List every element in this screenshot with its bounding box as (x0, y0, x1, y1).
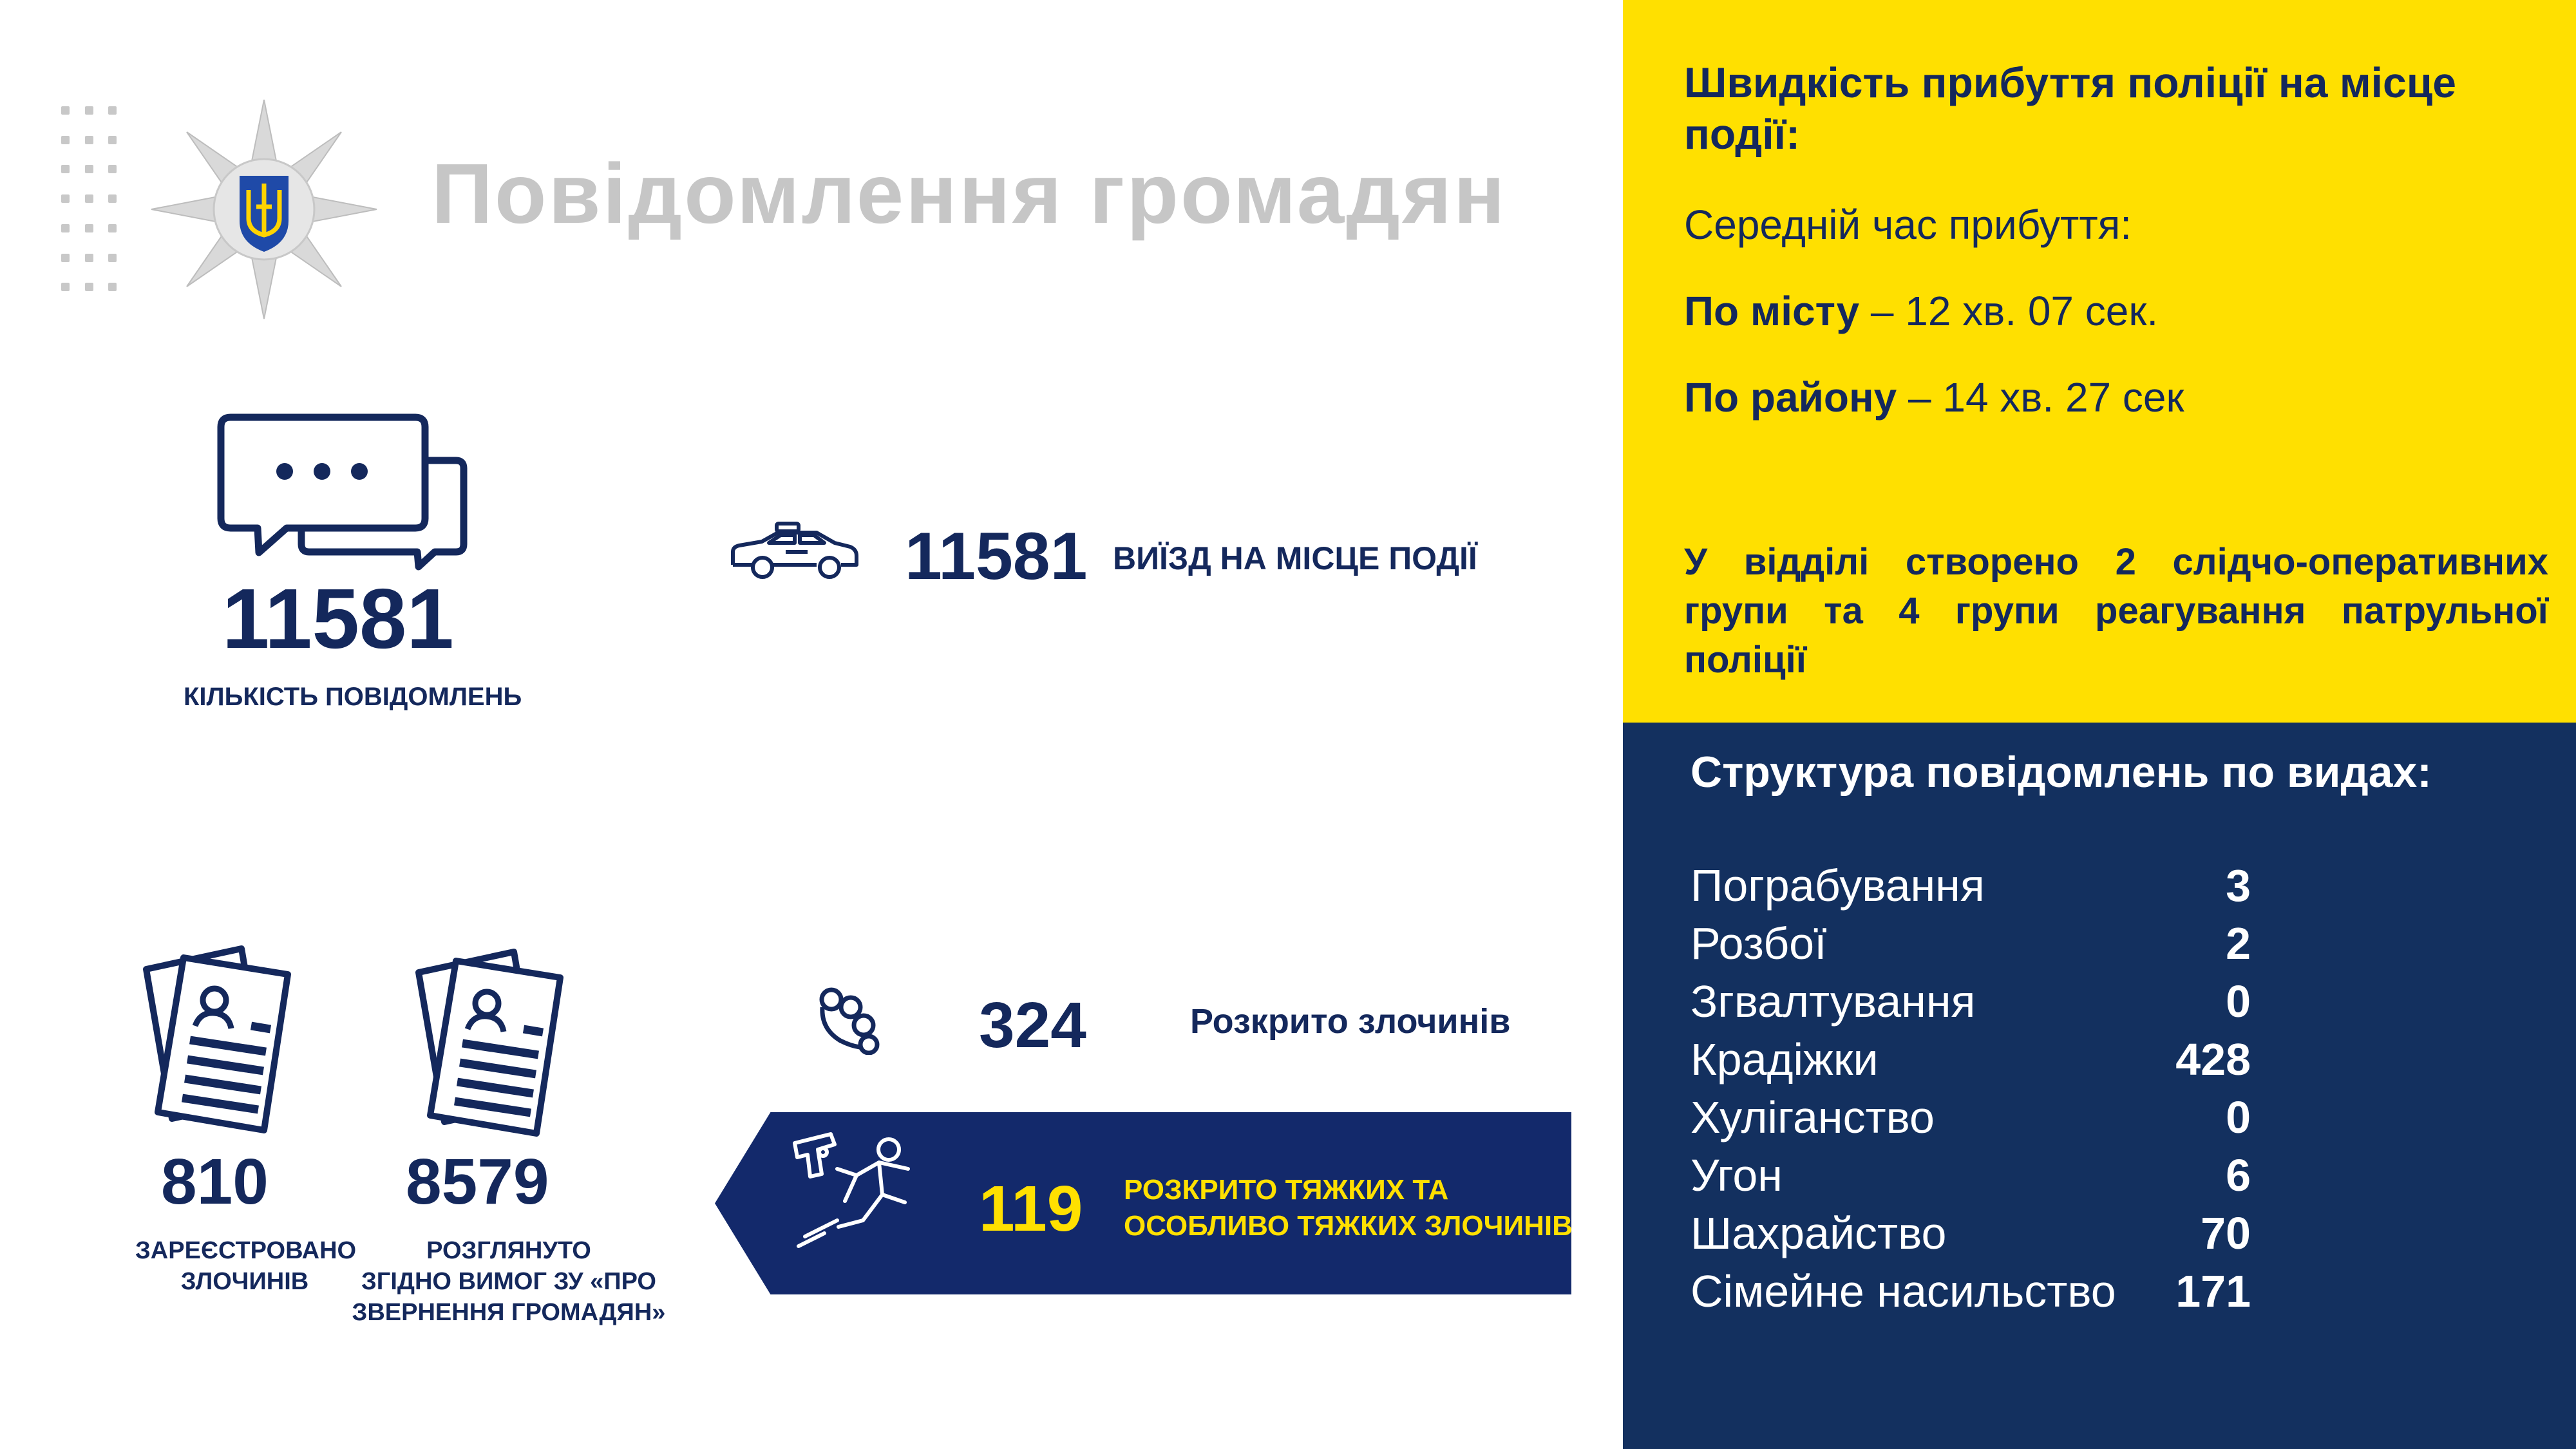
police-star-emblem (148, 97, 380, 322)
page-title: Повідомлення громадян (431, 146, 1507, 241)
messages-count: 11581 (222, 571, 454, 666)
arrival-title: Швидкість прибуття поліції на місце події: (1684, 59, 2456, 158)
structure-row-label: Шахрайство (1690, 1208, 1947, 1258)
structure-row-value: 171 (2175, 1266, 2251, 1316)
decorative-dots (61, 106, 132, 312)
structure-row-value: 0 (2226, 1092, 2251, 1142)
registered-label: ЗАРЕЄСТРОВАНО ЗЛОЧИНІВ (135, 1237, 357, 1295)
structure-row (1690, 918, 2251, 976)
structure-row-value: 70 (2201, 1208, 2251, 1258)
structure-row-label: Згвалтування (1690, 976, 1976, 1027)
grave-solved-count: 119 (979, 1173, 1083, 1245)
structure-row-value: 0 (2226, 976, 2251, 1027)
structure-row-value: 2 (2226, 918, 2251, 969)
structure-row (1690, 1208, 2251, 1265)
trips-label: ВИЇЗД НА МІСЦЕ ПОДІЇ (1113, 540, 1477, 576)
arrival-city: По місту – 12 хв. 07 сек. (1684, 288, 2159, 334)
document-icon (411, 947, 582, 1140)
messages-label: КІЛЬКІСТЬ ПОВІДОМЛЕНЬ (184, 683, 522, 711)
structure-row (1690, 1265, 2251, 1323)
structure-row (1690, 1092, 2251, 1150)
structure-row (1690, 976, 2251, 1034)
arrival-district: По району – 14 хв. 27 сек (1684, 374, 2184, 421)
structure-row-label: Сімейне насильство (1690, 1266, 2116, 1316)
grave-solved-label: РОЗКРИТО ТЯЖКИХ ТА ОСОБЛИВО ТЯЖКИХ ЗЛОЧИНІВ (1124, 1174, 1573, 1242)
structure-row-label: Пограбування (1690, 860, 1985, 911)
trips-count: 11581 (905, 519, 1088, 594)
structure-row-value: 3 (2226, 860, 2251, 911)
document-icon (138, 943, 309, 1137)
reviewed-label: РОЗГЛЯНУТО ЗГІДНО ВИМОГ ЗУ «ПРО ЗВЕРНЕННЯ ГРОМАДЯН» (352, 1237, 666, 1326)
structure-row-label: Угон (1690, 1150, 1783, 1200)
gun-runner-icon (786, 1124, 924, 1253)
solved-count: 324 (979, 989, 1086, 1061)
arrival-note: У відділі створено 2 слідчо-оперативних групи та 4 групи реагування патрульної поліції (1684, 541, 2548, 681)
solved-label: Розкрито злочинів (1190, 1002, 1511, 1041)
structure-row-label: Розбої (1690, 918, 1827, 969)
structure-row-label: Хуліганство (1690, 1092, 1935, 1142)
structure-row (1690, 1034, 2251, 1092)
structure-row-label: Крадіжки (1690, 1034, 1879, 1084)
structure-row (1690, 1150, 2251, 1208)
chat-bubbles-icon (213, 412, 470, 580)
arrival-subtitle: Середній час прибуття: (1684, 202, 2132, 248)
registered-count: 810 (161, 1146, 269, 1218)
structure-row-value: 428 (2175, 1034, 2251, 1084)
structure-row-value: 6 (2226, 1150, 2251, 1200)
brass-knuckles-icon (815, 984, 886, 1055)
structure-title: Структура повідомлень по видах: (1690, 748, 2432, 797)
police-car-icon (726, 518, 862, 586)
structure-row (1690, 860, 2251, 918)
reviewed-count: 8579 (406, 1146, 549, 1218)
